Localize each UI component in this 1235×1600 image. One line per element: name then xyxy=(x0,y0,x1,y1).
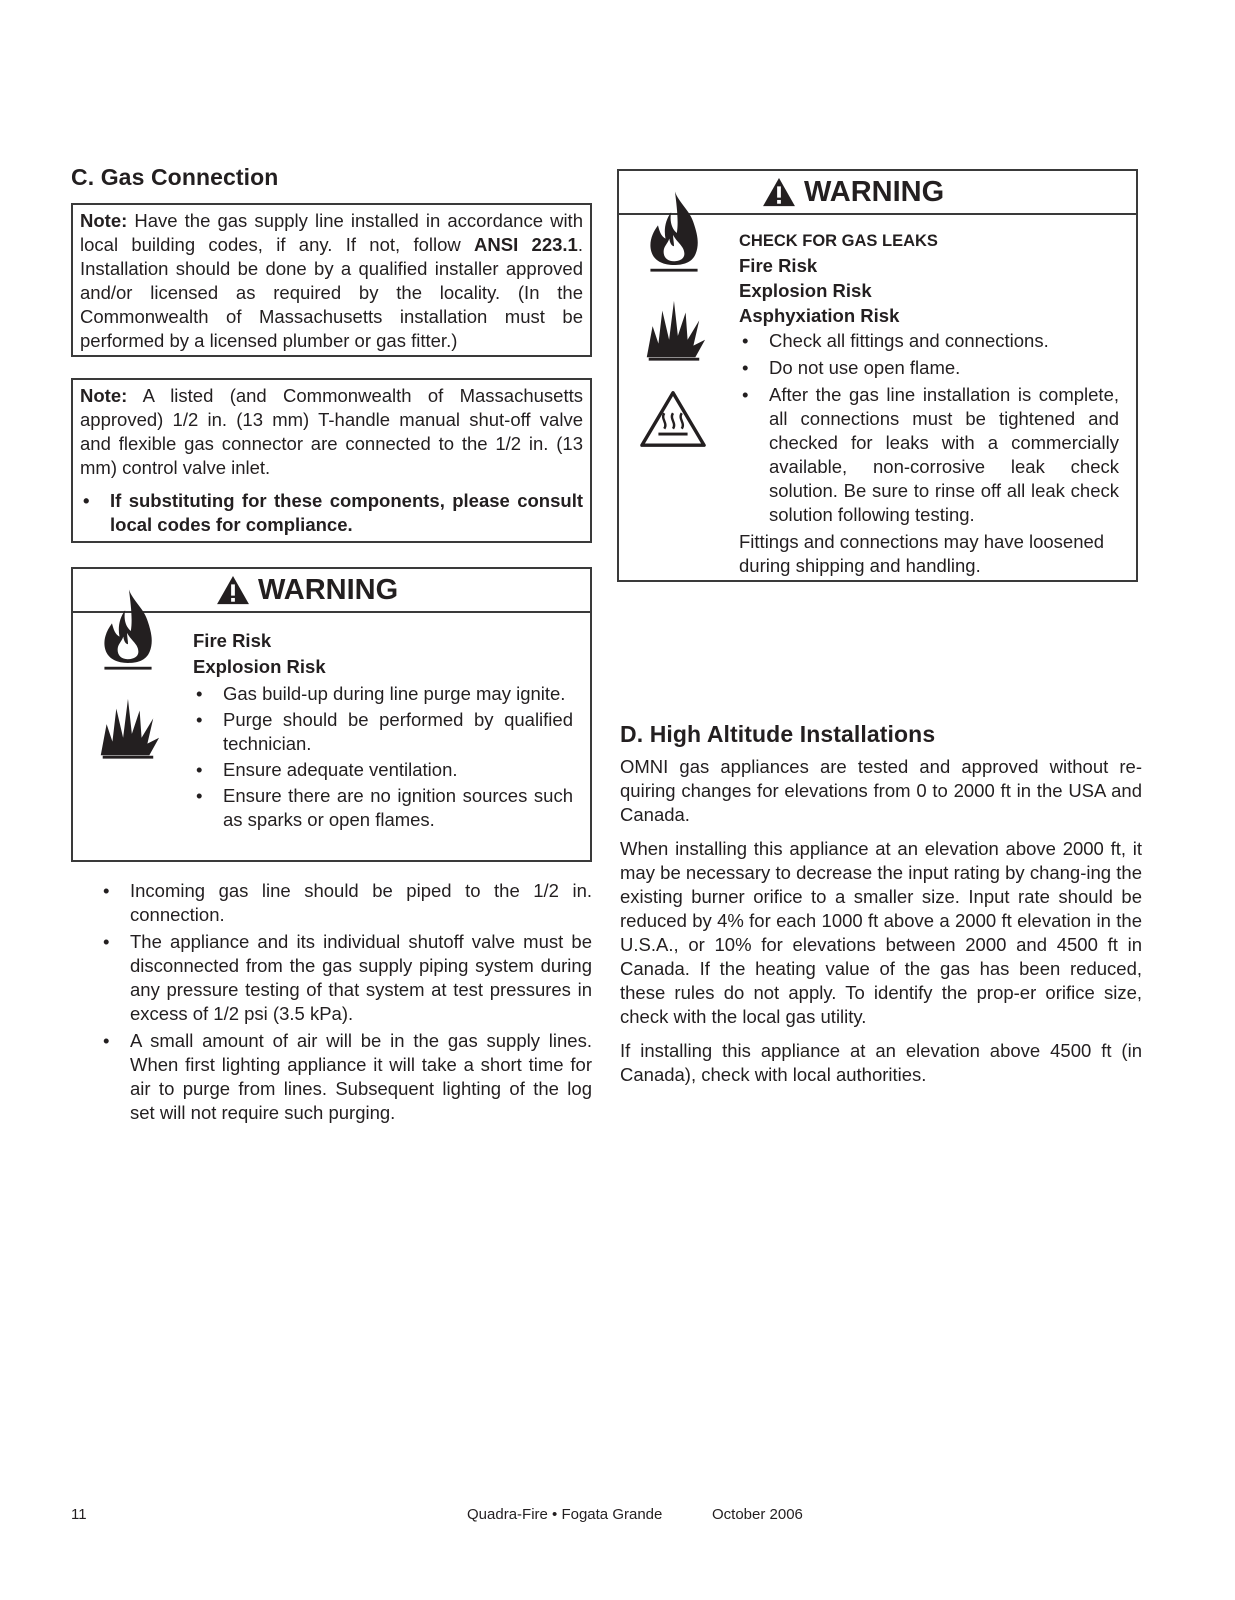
warning-content xyxy=(193,628,573,832)
footer-product: Quadra-Fire • Fogata Grande xyxy=(467,1506,663,1523)
hot-surface-icon xyxy=(639,389,707,449)
warning-triangle-icon xyxy=(762,177,796,207)
explosion-icon xyxy=(91,695,163,763)
flame-icon xyxy=(641,189,707,275)
warning-item: • Do not use open flame. xyxy=(739,356,1119,380)
note-bullet: • If substituting for these components, please consult local codes for compliance. xyxy=(80,489,583,537)
warning-item: • After the gas line installation is complete, all connections must be tightened and checked for leaks with a commercially available, non-corrosive leak check solution. Be sure to rinse off all leak check solution following testing. xyxy=(739,383,1119,527)
high-altitude-text xyxy=(620,755,1142,1087)
flame-icon xyxy=(95,587,161,673)
note-text: . Installation should be done by a qualified installer approved and/or licensed as required by the locality. (In the Commonwealth of Massachusetts installation must be performed by a licensed plumber or gas fitter.) xyxy=(80,234,583,351)
warning-footer-text: Fittings and connections may have loosened during shipping and handling. xyxy=(739,531,1105,576)
note-label: Note: xyxy=(80,385,128,406)
note-text: A listed (and Commonwealth of Massachusetts approved) 1/2 in. (13 mm) T-handle manual shut-off valve and flexible gas connector are connected to the 1/2 in. (13 mm) control valve inlet. xyxy=(80,385,583,478)
risk-label: Explosion Risk xyxy=(193,656,326,677)
paragraph: OMNI gas appliances are tested and approved without re-quiring changes for elevations from 0 to 2000 ft in the USA and Canada. xyxy=(620,756,1142,825)
note-box-installation xyxy=(71,203,592,357)
warning-item: • Purge should be performed by qualified technician. xyxy=(193,708,573,756)
paragraph: When installing this appliance at an elevation above 2000 ft, it may be necessary to decrease the input rating by chang-ing the existing burner orifice to a smaller size. Input rate should be reduced by 4% for each 1000 ft above a 2000 ft elevation in the U.S.A., or 10% for elevations between 2000 and 4500 ft in Canada. If the heating value of the gas has been reduced, these rules do not apply. To identify the prop-er orifice size, check with the local gas utility. xyxy=(620,838,1142,1027)
warning-box-leaks xyxy=(617,169,1138,582)
risk-label: Fire Risk xyxy=(739,255,818,276)
explosion-icon xyxy=(637,297,709,365)
footer-date: October 2006 xyxy=(712,1506,803,1523)
warning-box-purge xyxy=(71,567,592,862)
note-box-valve xyxy=(71,378,592,543)
paragraph: If installing this appliance at an elevation above 4500 ft (in Canada), check with local authorities. xyxy=(620,1040,1142,1085)
warning-triangle-icon xyxy=(216,575,250,605)
warning-subheading: CHECK FOR GAS LEAKS xyxy=(739,232,938,250)
warning-item: • Ensure there are no ignition sources such as sparks or open flames. xyxy=(193,784,573,832)
note-text: Have the gas supply line installed in accordance with local building codes, if any. If not, follow xyxy=(80,210,583,255)
warning-item: • Check all fittings and connections. xyxy=(739,329,1119,353)
list-item: • Incoming gas line should be piped to the 1/2 in. connection. xyxy=(100,879,592,927)
section-c-title: C. Gas Connection xyxy=(71,164,279,190)
warning-item: • Gas build-up during line purge may ignite. xyxy=(193,682,573,706)
warning-item: • Ensure adequate ventilation. xyxy=(193,758,573,782)
ansi-reference: ANSI 223.1 xyxy=(474,234,578,255)
warning-heading: WARNING xyxy=(804,175,945,208)
list-item: • The appliance and its individual shutoff valve must be disconnected from the gas supply piping system during any pressure testing of that system at test pressures in excess of 1/2 psi (3.5 kPa). xyxy=(100,930,592,1026)
warning-heading: WARNING xyxy=(258,573,399,606)
section-d-title: D. High Altitude Installations xyxy=(620,721,936,747)
page-number: 11 xyxy=(71,1506,87,1523)
gas-connection-list xyxy=(100,879,592,1125)
risk-label: Asphyxiation Risk xyxy=(739,305,900,326)
risk-label: Fire Risk xyxy=(193,630,272,651)
note-label: Note: xyxy=(80,210,128,231)
list-item: • A small amount of air will be in the gas supply lines. When first lighting appliance it will take a short time for air to purge from lines. Subsequent lighting of the log set will not require such purging. xyxy=(100,1029,592,1125)
risk-label: Explosion Risk xyxy=(739,280,872,301)
warning-content xyxy=(739,229,1119,578)
